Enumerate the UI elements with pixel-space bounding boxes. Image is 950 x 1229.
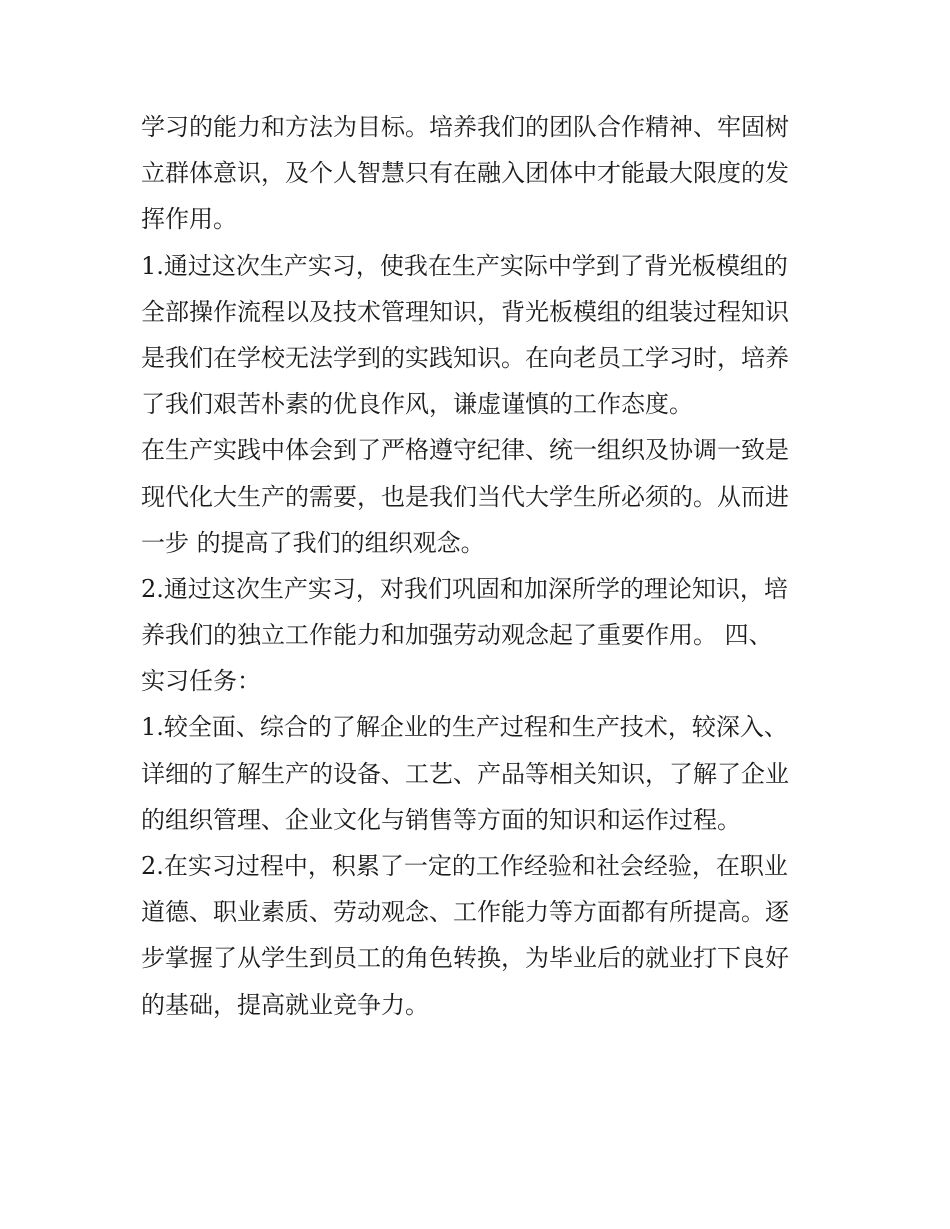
text-line: 步掌握了从学生到员工的角色转换，为毕业后的就业打下良好 (141, 944, 789, 973)
text-line: 学习的能力和方法为目标。培养我们的团队合作精神、牢固树 (141, 113, 789, 141)
text-line: 了我们艰苦朴素的优良作风，谦虚谨慎的工作态度。 (141, 390, 693, 419)
text-line: 1.较全面、综合的了解企业的生产过程和生产技术，较深入、 (141, 713, 788, 742)
text-line: 的组织管理、企业文化与销售等方面的知识和运作过程。 (141, 805, 741, 834)
body-text (141, 104, 821, 1028)
text-line: 实习任务： (141, 667, 261, 696)
text-line: 在生产实践中体会到了严格遵守纪律、统一组织及协调一致是 (141, 436, 789, 465)
text-line: 养我们的独立工作能力和加强劳动观念起了重要作用。 四、 (141, 621, 773, 650)
text-line: 2.通过这次生产实习，对我们巩固和加深所学的理论知识，培 (141, 574, 788, 603)
text-line: 全部操作流程以及技术管理知识，背光板模组的组装过程知识 (141, 297, 789, 326)
text-line: 现代化大生产的需要，也是我们当代大学生所必须的。从而进 (141, 482, 789, 511)
text-line: 详细的了解生产的设备、工艺、产品等相关知识，了解了企业 (141, 759, 789, 788)
text-line: 2.在实习过程中，积累了一定的工作经验和社会经验，在职业 (141, 852, 788, 880)
text-line: 1.通过这次生产实习，使我在生产实际中学到了背光板模组的 (141, 251, 788, 280)
text-line: 道德、职业素质、劳动观念、工作能力等方面都有所提高。逐 (141, 898, 789, 927)
text-line: 是我们在学校无法学到的实践知识。在向老员工学习时，培养 (141, 343, 789, 372)
text-line: 立群体意识，及个人智慧只有在融入团体中才能最大限度的发 (141, 159, 789, 188)
text-line: 的基础，提高就业竞争力。 (141, 990, 429, 1019)
text-line: 挥作用。 (141, 205, 237, 234)
text-line: 一步 的提高了我们的组织观念。 (141, 528, 485, 557)
